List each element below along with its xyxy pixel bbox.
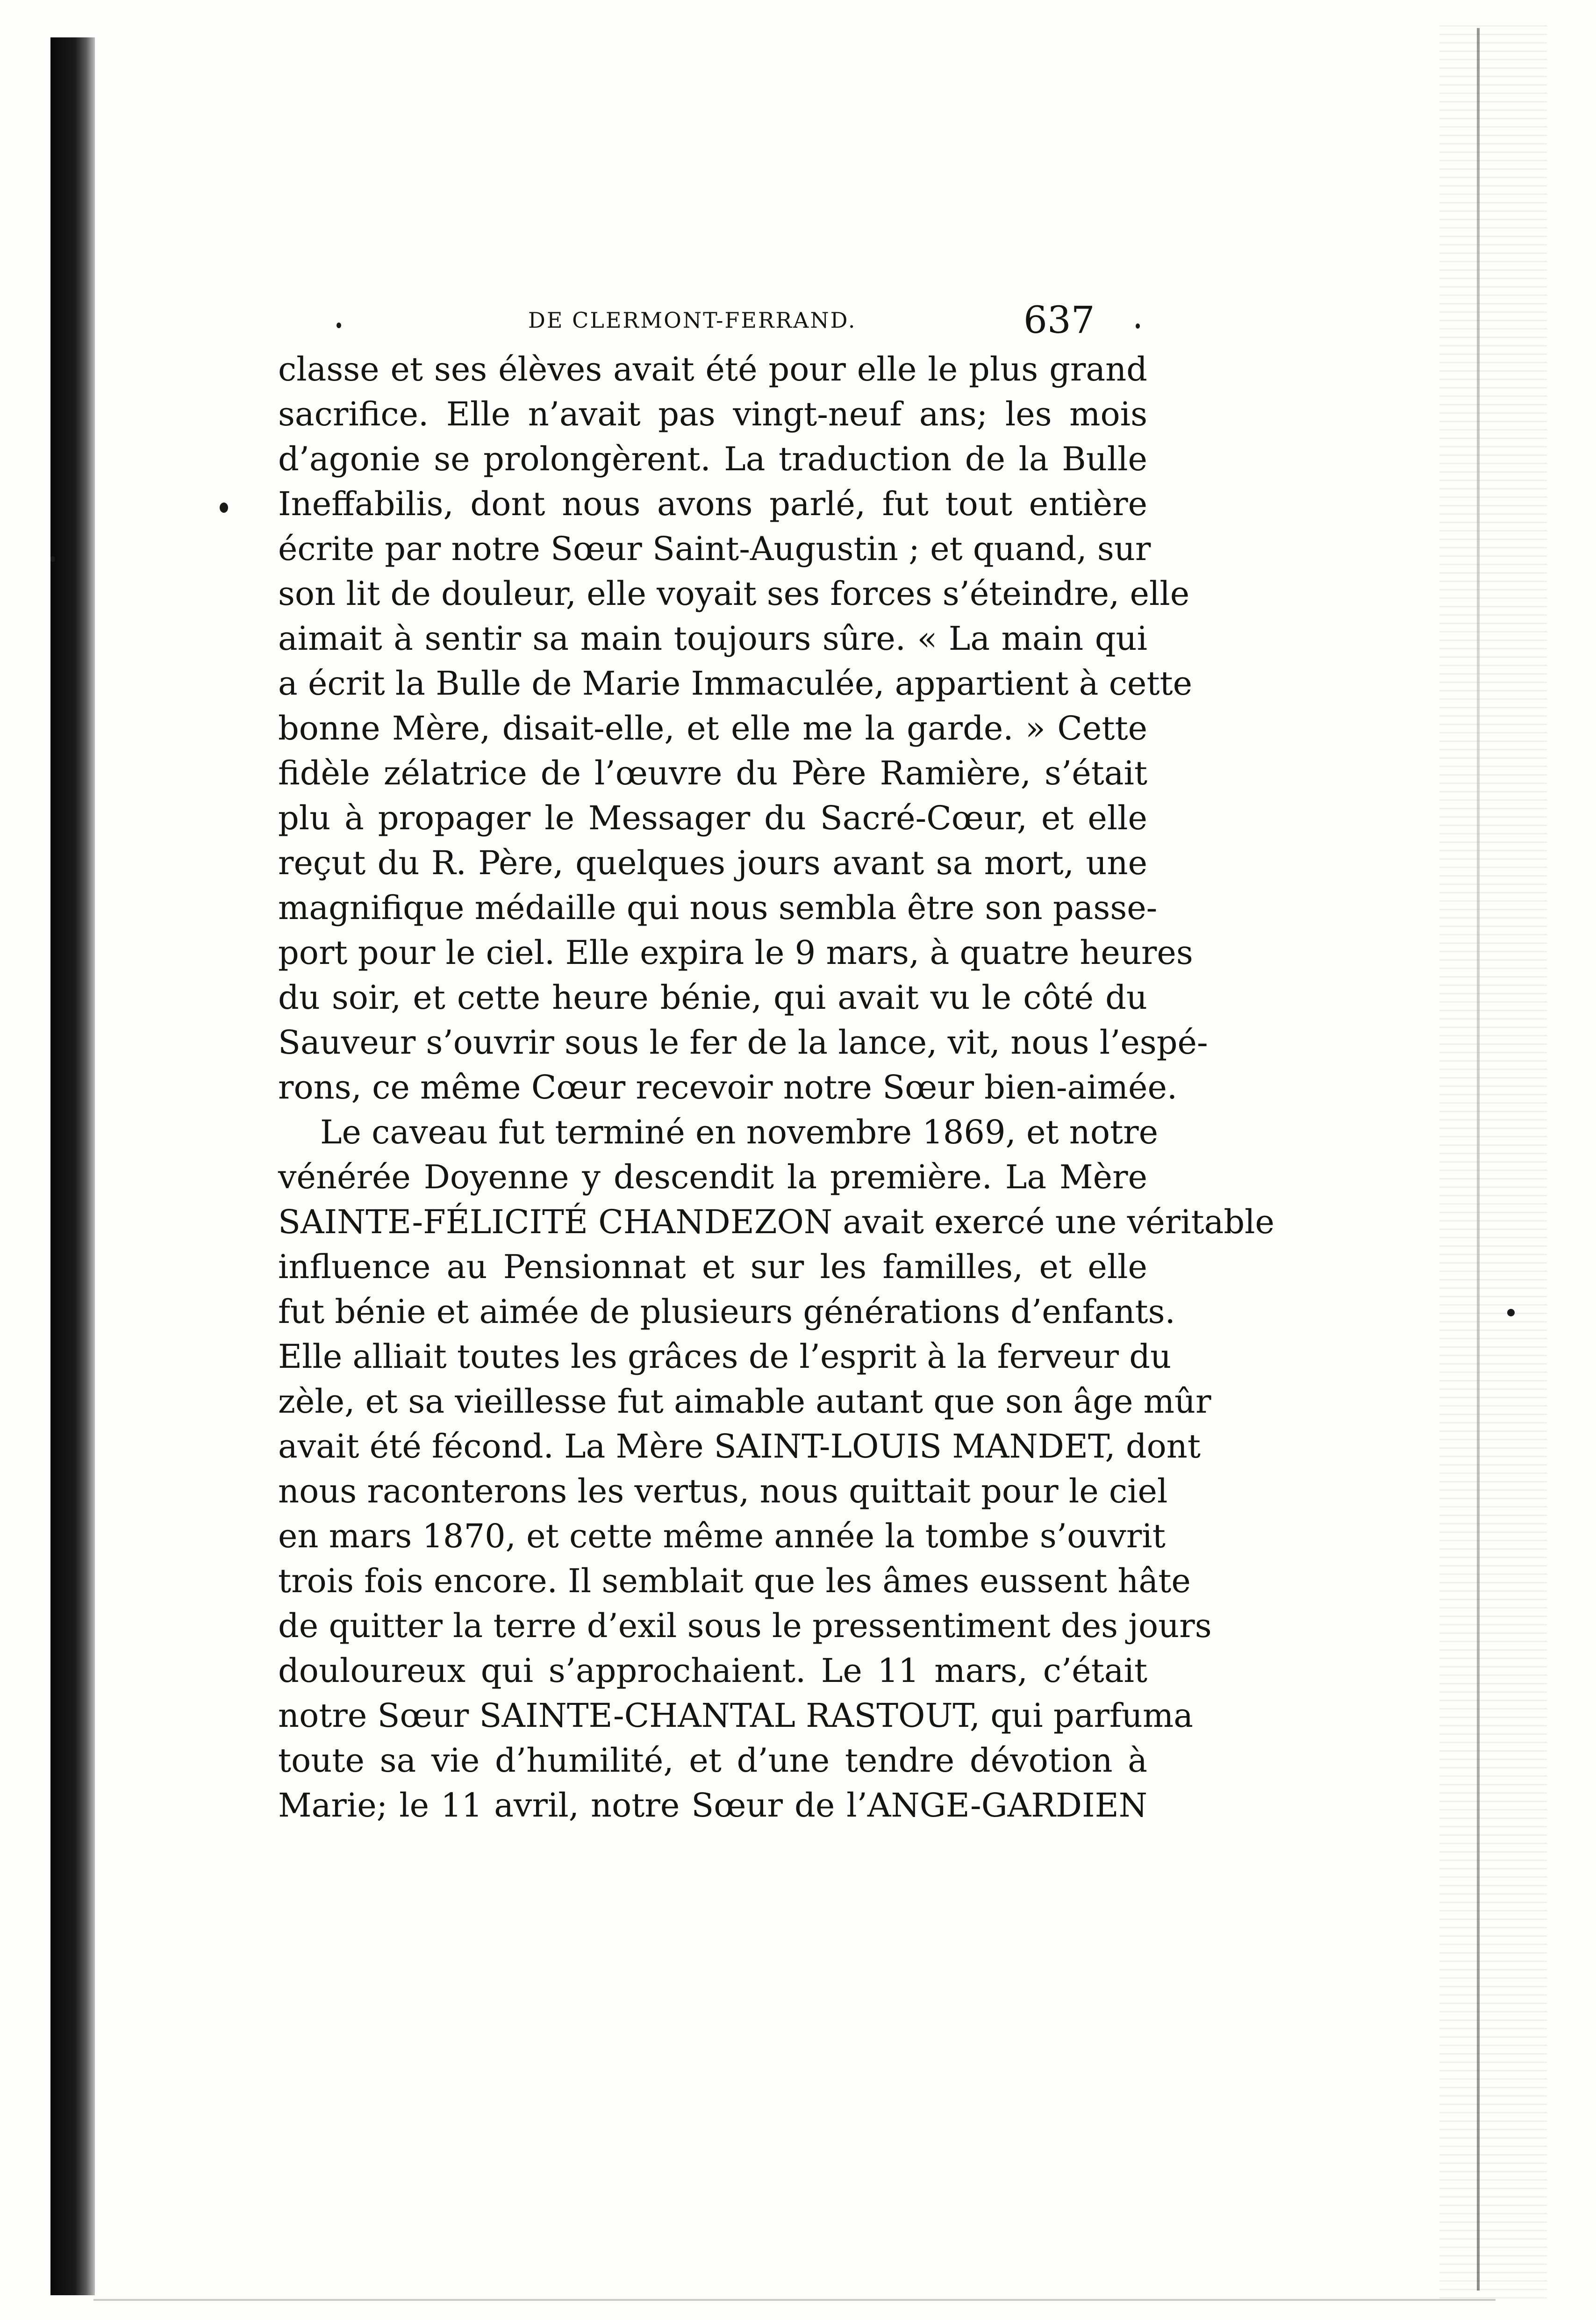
text-line: son lit de douleur, elle voyait ses forces s’éteindre, elle (278, 575, 1190, 613)
text-line: Ineffabilis, dont nous avons parlé, fut tout entière (278, 485, 1147, 523)
text-line: magnifique médaille qui nous sembla être son passe- (278, 889, 1158, 927)
running-header (276, 299, 1140, 341)
text-line: douloureux qui s’approchaient. Le 11 mars, c’était (278, 1652, 1147, 1690)
bottom-edge-line (93, 2299, 1496, 2301)
text-line: du soir, et cette heure bénie, qui avait vu le côté du (278, 978, 1147, 1017)
text-line: sacrifice. Elle n’avait pas vingt-neuf ans; les mois (278, 395, 1147, 433)
text-line: Sauveur s’ouvrir sous le fer de la lance, vit, nous l’espé- (278, 1023, 1208, 1062)
text-line: aimait à sentir sa main toujours sûre. « La main qui (278, 619, 1147, 658)
body-text (278, 347, 1274, 1828)
text-line: Marie; le 11 avril, notre Sœur de l’ANGE-GARDIEN (278, 1786, 1147, 1824)
text-line: fidèle zélatrice de l’œuvre du Père Ramière, s’était (278, 754, 1147, 792)
text-line: d’agonie se prolongèrent. La traduction de la Bulle (278, 440, 1147, 478)
text-line: Le caveau fut terminé en novembre 1869, et notre (320, 1113, 1159, 1151)
text-line: notre Sœur SAINTE-CHANTAL RASTOUT, qui parfuma (278, 1696, 1193, 1735)
scan-speck (50, 556, 55, 562)
text-line: zèle, et sa vieillesse fut aimable autant que son âge mûr (278, 1382, 1211, 1421)
scan-speck (220, 503, 228, 513)
text-line: plu à propager le Messager du Sacré-Cœur, et elle (278, 799, 1147, 837)
text-line: fut bénie et aimée de plusieurs générations d’enfants. (278, 1293, 1175, 1331)
text-line: rons, ce même Cœur recevoir notre Sœur bien-aimée. (278, 1068, 1178, 1106)
text-line: bonne Mère, disait-elle, et elle me la garde. » Cette (278, 709, 1147, 747)
running-header-title: DE CLERMONT-FERRAND. (528, 308, 857, 333)
scan-speck (1507, 1309, 1515, 1316)
text-line: reçut du R. Père, quelques jours avant sa mort, une (278, 844, 1147, 882)
page-edge-line (1477, 28, 1480, 2291)
text-line: écrite par notre Sœur Saint-Augustin ; et quand, sur (278, 530, 1151, 568)
text-line: Elle alliait toutes les grâces de l’esprit à la ferveur du (278, 1337, 1172, 1376)
text-line: toute sa vie d’humilité, et d’une tendre dévotion à (278, 1741, 1147, 1780)
page-number: 637 (1023, 298, 1095, 342)
binding-shadow (50, 37, 95, 2295)
text-line: SAINTE-FÉLICITÉ CHANDEZON avait exercé une véritable (278, 1203, 1274, 1241)
text-line: en mars 1870, et cette même année la tombe s’ouvrit (278, 1517, 1166, 1555)
text-line: classe et ses élèves avait été pour elle le plus grand (278, 350, 1147, 388)
text-line: avait été fécond. La Mère SAINT-LOUIS MANDET, dont (278, 1427, 1201, 1465)
text-line: a écrit la Bulle de Marie Immaculée, appartient à cette (278, 664, 1193, 703)
text-line: port pour le ciel. Elle expira le 9 mars, à quatre heures (278, 934, 1193, 972)
page-edge-noise (1439, 19, 1547, 2300)
text-line: vénérée Doyenne y descendit la première. La Mère (278, 1158, 1147, 1196)
text-line: nous raconterons les vertus, nous quittait pour le ciel (278, 1472, 1168, 1510)
text-line: trois fois encore. Il semblait que les âmes eussent hâte (278, 1562, 1191, 1600)
text-line: influence au Pensionnat et sur les familles, et elle (278, 1248, 1147, 1286)
text-line: de quitter la terre d’exil sous le pressentiment des jours (278, 1607, 1212, 1645)
